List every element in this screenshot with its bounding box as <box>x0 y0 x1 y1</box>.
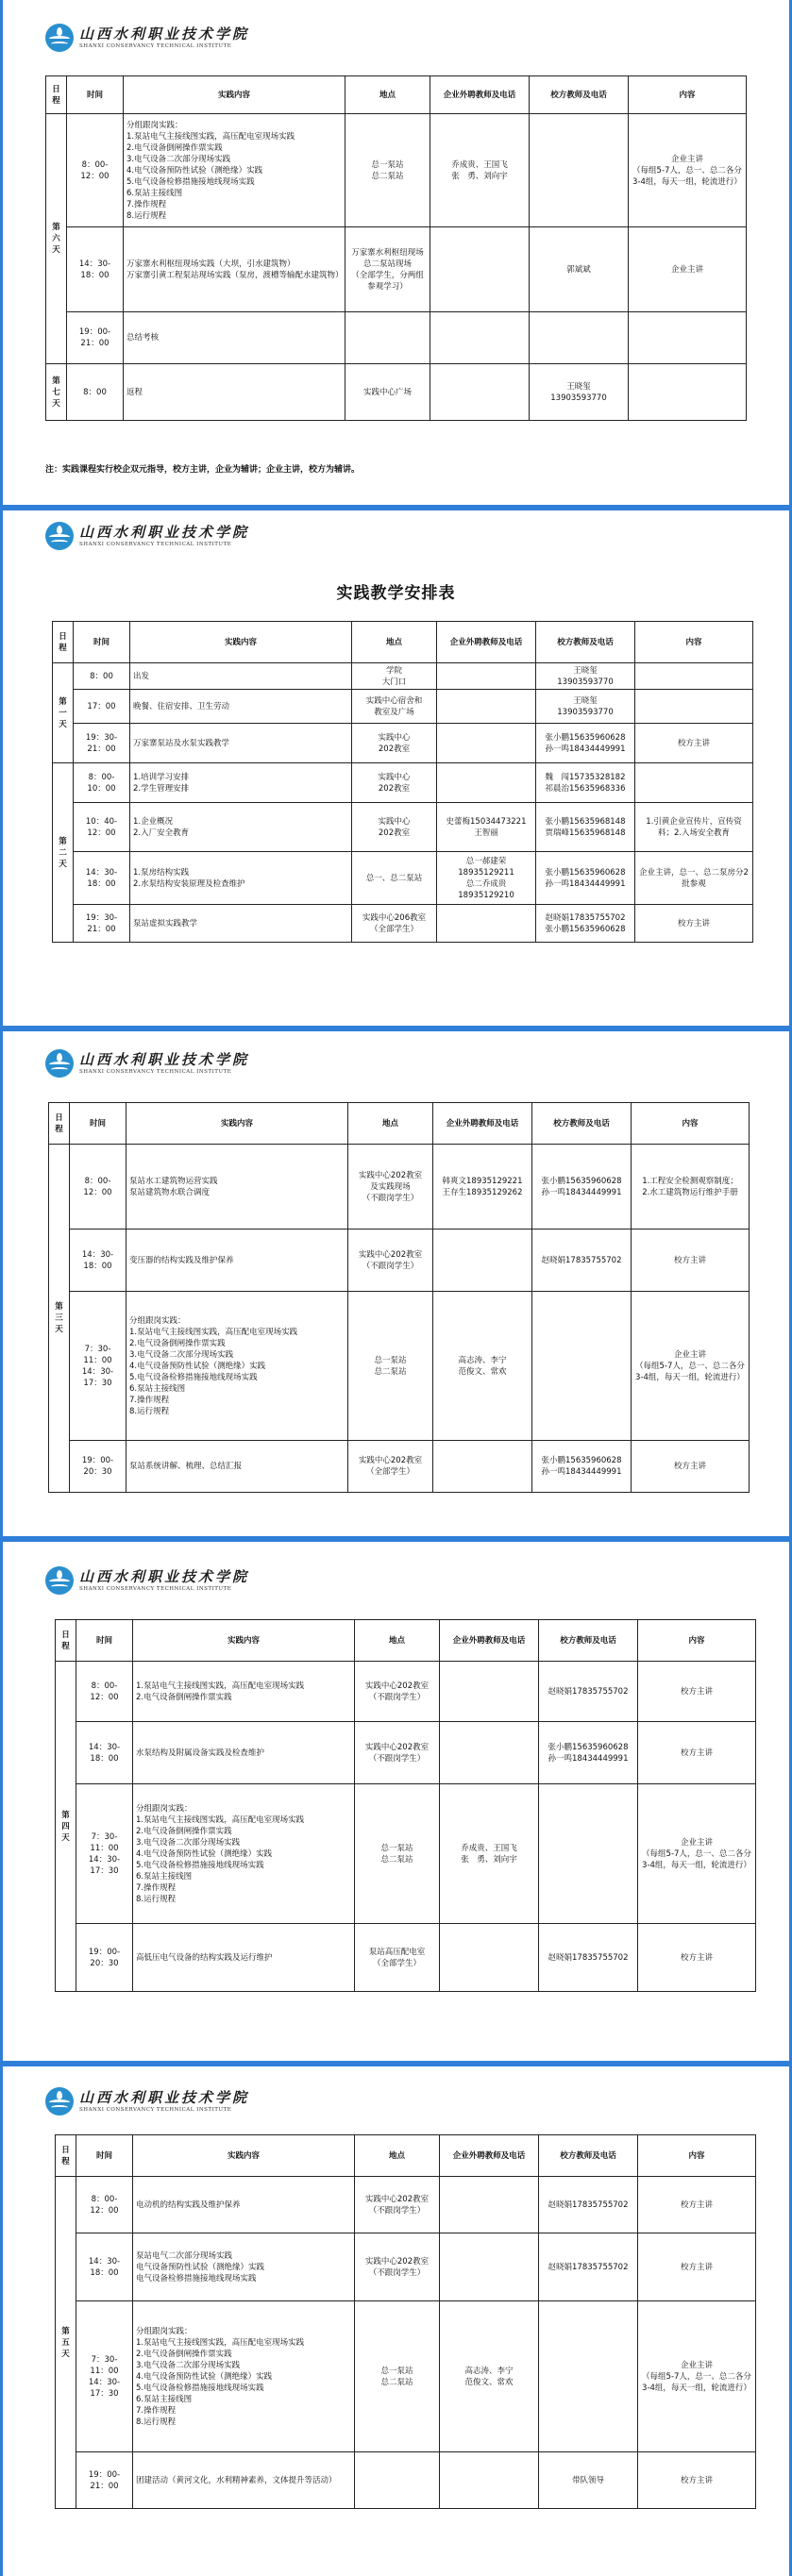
document-page <box>3 1542 789 2061</box>
table-row <box>53 852 753 905</box>
place-cell: 实践中心 202教室 <box>352 724 437 763</box>
column-header: 时间 <box>74 622 130 663</box>
day-cell: 第 七 天 <box>46 364 67 421</box>
table-row <box>56 1924 756 1992</box>
column-header: 校方教师及电话 <box>536 622 635 663</box>
school-teacher-cell: 王晓玺 13903593770 <box>536 663 635 690</box>
content-cell: 团建活动（黄河文化，水利精神素养，文体提升等活动） <box>133 2452 355 2509</box>
content-cell: 高低压电气设备的结构实践及运行维护 <box>133 1924 355 1992</box>
external-teacher-cell <box>430 364 530 421</box>
content-cell: 分组跟岗实践： 1.泵站电气主接线图实践，高压配电室现场实践 2.电气设备倒闸操作票实践 3.电气设备二次部分现场实践 4.电气设备预防性试验（测绝缘）实践 5.电气设备检修措施接地线现场实践 6.泵站主接线图 7.操作规程 8.运行规程 <box>133 2301 355 2452</box>
table-row <box>46 227 747 312</box>
column-header: 企业外聘教师及电话 <box>440 1620 539 1662</box>
time-cell: 14：30- 18：00 <box>76 1722 133 1784</box>
school-teacher-cell: 王晓玺 13903593770 <box>536 690 635 724</box>
place-cell: 实践中心206教室 （全部学生） <box>352 905 437 943</box>
content-cell: 1.企业概况 2.入厂安全教育 <box>130 803 352 852</box>
external-teacher-cell: 史蕾梅15034473221 王智丽 <box>437 803 536 852</box>
content-cell: 1.泵站电气主接线图实践，高压配电室现场实践 2.电气设备倒闸操作票实践 <box>133 1662 355 1722</box>
place-cell: 总一泵站 总二泵站 <box>348 1292 433 1441</box>
time-cell: 8：00- 10：00 <box>74 763 130 803</box>
time-cell: 7：30- 11：00 14：30- 17：30 <box>76 1784 133 1924</box>
logo-chinese-name: 山西水利职业技术学院 <box>79 1568 250 1585</box>
day-cell: 第 二 天 <box>53 763 74 943</box>
description-cell: 校方主讲 <box>635 905 753 943</box>
schedule-table <box>55 1619 756 1992</box>
description-cell: 企业主讲，总一、总二泵房分2批参观 <box>635 852 753 905</box>
table-header-row <box>56 2135 756 2177</box>
day-cell: 第 四 天 <box>56 1662 76 1992</box>
table-row <box>49 1292 750 1441</box>
external-teacher-cell <box>430 227 530 312</box>
content-cell: 总结考核 <box>124 312 345 364</box>
description-cell: 企业主讲 （每组5-7人，总一、总二各分3-4组，每天一组，轮流进行） <box>632 1292 750 1441</box>
logo-english-name: SHANXI CONSERVANCY TECHNICAL INSTITUTE <box>79 1586 232 1592</box>
table-row <box>53 763 753 803</box>
school-teacher-cell: 赵晓娟17835755702 张小鹏15635960628 <box>536 905 635 943</box>
description-cell <box>629 364 747 421</box>
place-cell: 实践中心 202教室 <box>352 803 437 852</box>
table-row <box>49 1229 750 1292</box>
logo-english-name: SHANXI CONSERVANCY TECHNICAL INSTITUTE <box>79 1069 232 1075</box>
place-cell: 实践中心宿舍和 教室及广场 <box>352 690 437 724</box>
column-header: 地点 <box>355 2135 440 2177</box>
document-page <box>3 1031 789 1536</box>
content-cell: 电动机的结构实践及维护保养 <box>133 2177 355 2233</box>
external-teacher-cell: 韩爽文18935129221 王存生18935129262 <box>433 1145 532 1229</box>
content-cell: 万家寨泵站及水泵实践教学 <box>130 724 352 763</box>
school-teacher-cell: 张小鹏15635960628 孙一鸣18434449991 <box>536 852 635 905</box>
school-teacher-cell: 赵晓娟17835755702 <box>532 1229 632 1292</box>
time-cell: 14：30- 18：00 <box>74 852 130 905</box>
column-header: 内容 <box>638 2135 756 2177</box>
table-row <box>56 1662 756 1722</box>
external-teacher-cell <box>440 2233 539 2301</box>
table-row <box>49 1441 750 1493</box>
column-header: 校方教师及电话 <box>539 1620 638 1662</box>
place-cell: 万家寨水利枢纽现场 总二泵站现场 （全部学生，分两组参观学习） <box>345 227 430 312</box>
school-teacher-cell: 赵晓娟17835755702 <box>539 1924 638 1992</box>
external-teacher-cell <box>437 724 536 763</box>
place-cell <box>355 2452 440 2509</box>
column-header: 时间 <box>76 1620 133 1662</box>
column-header: 实践内容 <box>124 76 345 114</box>
content-cell: 泵站电气二次部分现场实践 电气设备预防性试验（测绝缘）实践 电气设备检修措施接地线现场实践 <box>133 2233 355 2301</box>
column-header: 企业外聘教师及电话 <box>440 2135 539 2177</box>
description-cell: 校方主讲 <box>638 2177 756 2233</box>
document-page <box>3 2066 789 2576</box>
place-cell: 总一泵站 总二泵站 <box>345 114 430 227</box>
logo-english-name: SHANXI CONSERVANCY TECHNICAL INSTITUTE <box>79 43 232 49</box>
table-row <box>53 905 753 943</box>
table-row <box>53 690 753 724</box>
place-cell: 泵站高压配电室 （全部学生） <box>355 1924 440 1992</box>
day-cell: 第 三 天 <box>49 1145 70 1493</box>
table-header-row <box>53 622 753 663</box>
time-cell: 19：30- 21：00 <box>74 724 130 763</box>
time-cell: 7：30- 11：00 14：30- 17：30 <box>70 1292 126 1441</box>
logo-english-name: SHANXI CONSERVANCY TECHNICAL INSTITUTE <box>79 2107 232 2113</box>
logo-chinese-name: 山西水利职业技术学院 <box>79 524 250 541</box>
description-cell: 校方主讲 <box>635 724 753 763</box>
description-cell: 校方主讲 <box>638 2452 756 2509</box>
description-cell: 1.工程安全检测观察制度； 2.水工建筑物运行维护手册 <box>632 1145 750 1229</box>
external-teacher-cell <box>440 1924 539 1992</box>
description-cell: 校方主讲 <box>638 1662 756 1722</box>
description-cell <box>635 663 753 690</box>
school-teacher-cell <box>539 1784 638 1924</box>
time-cell: 8：00- 12：00 <box>67 114 124 227</box>
document-page <box>3 510 789 1026</box>
time-cell: 19：30- 21：00 <box>74 905 130 943</box>
school-teacher-cell <box>530 312 629 364</box>
water-drop-emblem-icon <box>45 522 74 550</box>
school-teacher-cell: 赵晓娟17835755702 <box>539 2233 638 2301</box>
external-teacher-cell <box>437 905 536 943</box>
time-cell: 8：00- 12：00 <box>70 1145 126 1229</box>
school-teacher-cell: 张小鹏15635960628 孙一鸣18434449991 <box>532 1145 632 1229</box>
time-cell: 8：00 <box>67 364 124 421</box>
external-teacher-cell <box>440 2452 539 2509</box>
logo-english-name: SHANXI CONSERVANCY TECHNICAL INSTITUTE <box>79 542 232 547</box>
institute-logo <box>45 2087 249 2116</box>
water-drop-emblem-icon <box>45 1566 74 1595</box>
table-row <box>53 803 753 852</box>
description-cell: 校方主讲 <box>638 1722 756 1784</box>
external-teacher-cell <box>440 1722 539 1784</box>
day-cell: 第 一 天 <box>53 663 74 763</box>
description-cell: 校方主讲 <box>638 2233 756 2301</box>
description-cell <box>635 763 753 803</box>
institute-logo <box>45 1566 249 1595</box>
document-page <box>3 0 789 505</box>
content-cell: 分组跟岗实践： 1.泵站电气主接线图实践，高压配电室现场实践 2.电气设备倒闸操作票实践 3.电气设备二次部分现场实践 4.电气设备预防性试验（测绝缘）实践 5.电气设备检修措施接地线现场实践 6.泵站主接线图 7.操作规程 8.运行规程 <box>126 1292 348 1441</box>
school-teacher-cell: 带队领导 <box>539 2452 638 2509</box>
table-row <box>46 114 747 227</box>
schedule-table <box>45 75 747 421</box>
place-cell <box>345 312 430 364</box>
schedule-table <box>55 2134 756 2509</box>
description-cell: 校方主讲 <box>632 1229 750 1292</box>
table-row <box>56 1784 756 1924</box>
school-teacher-cell: 张小鹏15635960628 孙一鸣18434449991 <box>539 1722 638 1784</box>
time-cell: 14：30- 18：00 <box>67 227 124 312</box>
table-row <box>53 724 753 763</box>
logo-chinese-name: 山西水利职业技术学院 <box>79 1051 250 1068</box>
column-header: 内容 <box>632 1103 750 1145</box>
place-cell: 实践中心202教室 （不跟岗学生） <box>355 2233 440 2301</box>
column-header: 地点 <box>352 622 437 663</box>
external-teacher-cell <box>440 1662 539 1722</box>
content-cell: 出发 <box>130 663 352 690</box>
place-cell: 实践中心 202教室 <box>352 763 437 803</box>
content-cell: 1.培训学习安排 2.学生管理安排 <box>130 763 352 803</box>
time-cell: 19：00- 21：00 <box>67 312 124 364</box>
column-header: 内容 <box>638 1620 756 1662</box>
page-title: 实践教学安排表 <box>336 584 456 603</box>
external-teacher-cell <box>437 690 536 724</box>
place-cell: 总一泵站 总二泵站 <box>355 2301 440 2452</box>
logo-chinese-name: 山西水利职业技术学院 <box>79 25 250 42</box>
place-cell: 实践中心202教室 （不跟岗学生） <box>355 2177 440 2233</box>
place-cell: 实践中心202教室 （全部学生） <box>348 1441 433 1493</box>
school-teacher-cell: 郭斌斌 <box>530 227 629 312</box>
logo-text <box>79 1568 249 1593</box>
day-cell: 第 五 天 <box>56 2177 76 2509</box>
description-cell <box>635 690 753 724</box>
school-teacher-cell: 赵晓娟17835755702 <box>539 1662 638 1722</box>
content-cell: 泵站虚拟实践教学 <box>130 905 352 943</box>
external-teacher-cell <box>433 1229 532 1292</box>
institute-logo <box>45 1049 249 1078</box>
external-teacher-cell: 总一郝建荣 18935129211 总二乔成贵 18935129210 <box>437 852 536 905</box>
column-header: 实践内容 <box>126 1103 348 1145</box>
place-cell: 总一泵站 总二泵站 <box>355 1784 440 1924</box>
school-teacher-cell <box>539 2301 638 2452</box>
time-cell: 14：30- 18：00 <box>76 2233 133 2301</box>
schedule-table <box>48 1102 750 1493</box>
place-cell: 实践中心广场 <box>345 364 430 421</box>
column-header: 校方教师及电话 <box>532 1103 632 1145</box>
description-cell: 1.引黄企业宣传片，宣传资料；2.入场安全教育 <box>635 803 753 852</box>
content-cell: 变压器的结构实践及维护保养 <box>126 1229 348 1292</box>
schedule-table <box>52 621 753 943</box>
place-cell: 学院 大门口 <box>352 663 437 690</box>
table-row <box>56 2233 756 2301</box>
school-teacher-cell: 张小鹏15635960628 孙一鸣18434449991 <box>536 724 635 763</box>
column-header: 日程 <box>53 622 74 663</box>
external-teacher-cell: 高志涛、李宁 范俊文、常欢 <box>440 2301 539 2452</box>
table-header-row <box>46 76 747 114</box>
column-header: 实践内容 <box>130 622 352 663</box>
school-teacher-cell: 王晓玺 13903593770 <box>530 364 629 421</box>
column-header: 实践内容 <box>133 2135 355 2177</box>
column-header: 时间 <box>67 76 124 114</box>
school-teacher-cell: 张小鹏15635960628 孙一鸣18434449991 <box>532 1441 632 1493</box>
logo-text <box>79 2089 249 2114</box>
column-header: 实践内容 <box>133 1620 355 1662</box>
content-cell: 万家寨水利枢纽现场实践（大坝，引水建筑物） 万家寨引黄工程泵站现场实践（泵房，渡槽等输配水建筑物） <box>124 227 345 312</box>
school-teacher-cell <box>532 1292 632 1441</box>
column-header: 企业外聘教师及电话 <box>433 1103 532 1145</box>
time-cell: 8：00 <box>74 663 130 690</box>
water-drop-emblem-icon <box>45 1049 74 1078</box>
description-cell: 校方主讲 <box>638 1924 756 1992</box>
column-header: 时间 <box>76 2135 133 2177</box>
description-cell: 企业主讲 （每组5-7人，总一、总二各分3-4组，每天一组，轮流进行） <box>629 114 747 227</box>
time-cell: 19：00- 20：30 <box>76 1924 133 1992</box>
column-header: 地点 <box>348 1103 433 1145</box>
institute-logo <box>45 24 249 52</box>
description-cell: 校方主讲 <box>632 1441 750 1493</box>
description-cell: 企业主讲 <box>629 227 747 312</box>
place-cell: 实践中心202教室 （不跟岗学生） <box>348 1229 433 1292</box>
external-teacher-cell <box>433 1441 532 1493</box>
external-teacher-cell <box>440 2177 539 2233</box>
description-cell: 企业主讲 （每组5-7人，总一、总二各分3-4组，每天一组，轮流进行） <box>638 1784 756 1924</box>
content-cell: 泵站水工建筑物运营实践 泵站建筑物水联合调度 <box>126 1145 348 1229</box>
external-teacher-cell: 高志涛、李宁 范俊文、常欢 <box>433 1292 532 1441</box>
logo-text <box>79 25 249 50</box>
water-drop-emblem-icon <box>45 2087 74 2116</box>
table-row <box>49 1145 750 1229</box>
table-row <box>53 663 753 690</box>
day-cell: 第 六 天 <box>46 114 67 364</box>
school-teacher-cell: 张小鹏15635968148 贾瑞峰15635968148 <box>536 803 635 852</box>
column-header: 校方教师及电话 <box>539 2135 638 2177</box>
column-header: 企业外聘教师及电话 <box>430 76 530 114</box>
content-cell: 水泵结构及附属设备实践及检查维护 <box>133 1722 355 1784</box>
time-cell: 10：40- 12：00 <box>74 803 130 852</box>
school-teacher-cell <box>530 114 629 227</box>
column-header: 时间 <box>70 1103 126 1145</box>
content-cell: 分组跟岗实践： 1.泵站电气主接线图实践，高压配电室现场实践 2.电气设备倒闸操作票实践 3.电气设备二次部分现场实践 4.电气设备预防性试验（测绝缘）实践 5.电气设备检修措施接地线现场实践 6.泵站主接线图 7.操作规程 8.运行规程 <box>124 114 345 227</box>
table-header-row <box>49 1103 750 1145</box>
time-cell: 19：00- 21：00 <box>76 2452 133 2509</box>
table-row <box>46 312 747 364</box>
logo-chinese-name: 山西水利职业技术学院 <box>79 2089 250 2106</box>
time-cell: 19：00- 20：30 <box>70 1441 126 1493</box>
column-header: 日程 <box>56 1620 76 1662</box>
time-cell: 7：30- 11：00 14：30- 17：30 <box>76 2301 133 2452</box>
logo-text <box>79 1051 249 1076</box>
place-cell: 总一、总二泵站 <box>352 852 437 905</box>
table-header-row <box>56 1620 756 1662</box>
footnote: 注：实践课程实行校企双元指导，校方主讲，企业为辅讲；企业主讲，校方为辅讲。 <box>45 465 361 475</box>
table-row <box>56 1722 756 1784</box>
column-header: 企业外聘教师及电话 <box>437 622 536 663</box>
time-cell: 17：00 <box>74 690 130 724</box>
column-header: 日程 <box>49 1103 70 1145</box>
content-cell: 1.泵房结构实践 2.水泵结构安装原理及检查维护 <box>130 852 352 905</box>
water-drop-emblem-icon <box>45 24 74 52</box>
place-cell: 实践中心202教室 （不跟岗学生） <box>355 1662 440 1722</box>
external-teacher-cell <box>437 663 536 690</box>
column-header: 日程 <box>56 2135 76 2177</box>
time-cell: 14：30- 18：00 <box>70 1229 126 1292</box>
external-teacher-cell <box>437 763 536 803</box>
external-teacher-cell: 乔成贵、王国飞 张 勇、刘向宇 <box>440 1784 539 1924</box>
time-cell: 8：00- 12：00 <box>76 2177 133 2233</box>
column-header: 校方教师及电话 <box>530 76 629 114</box>
content-cell: 分组跟岗实践： 1.泵站电气主接线图实践，高压配电室现场实践 2.电气设备倒闸操作票实践 3.电气设备二次部分现场实践 4.电气设备预防性试验（测绝缘）实践 5.电气设备检修措施接地线现场实践 6.泵站主接线图 7.操作规程 8.运行规程 <box>133 1784 355 1924</box>
table-row <box>56 2301 756 2452</box>
content-cell: 晚餐、住宿安排、卫生劳动 <box>130 690 352 724</box>
place-cell: 实践中心202教室 及实践现场 （不跟岗学生） <box>348 1145 433 1229</box>
column-header: 地点 <box>345 76 430 114</box>
external-teacher-cell <box>430 312 530 364</box>
table-row <box>46 364 747 421</box>
content-cell: 泵站系统讲解、梳理、总结汇报 <box>126 1441 348 1493</box>
school-teacher-cell: 赵晓娟17835755702 <box>539 2177 638 2233</box>
description-cell: 企业主讲 （每组5-7人，总一、总二各分3-4组，每天一组，轮流进行） <box>638 2301 756 2452</box>
content-cell: 返程 <box>124 364 345 421</box>
school-teacher-cell: 魏 闯15735328182 祁晨治15635968336 <box>536 763 635 803</box>
place-cell: 实践中心202教室 （不跟岗学生） <box>355 1722 440 1784</box>
table-row <box>56 2177 756 2233</box>
time-cell: 8：00- 12：00 <box>76 1662 133 1722</box>
institute-logo <box>45 522 249 550</box>
column-header: 日程 <box>46 76 67 114</box>
table-row <box>56 2452 756 2509</box>
logo-text <box>79 524 249 548</box>
column-header: 地点 <box>355 1620 440 1662</box>
column-header: 内容 <box>635 622 753 663</box>
description-cell <box>629 312 747 364</box>
external-teacher-cell: 乔成贵、王国飞 张 勇、刘向宇 <box>430 114 530 227</box>
column-header: 内容 <box>629 76 747 114</box>
